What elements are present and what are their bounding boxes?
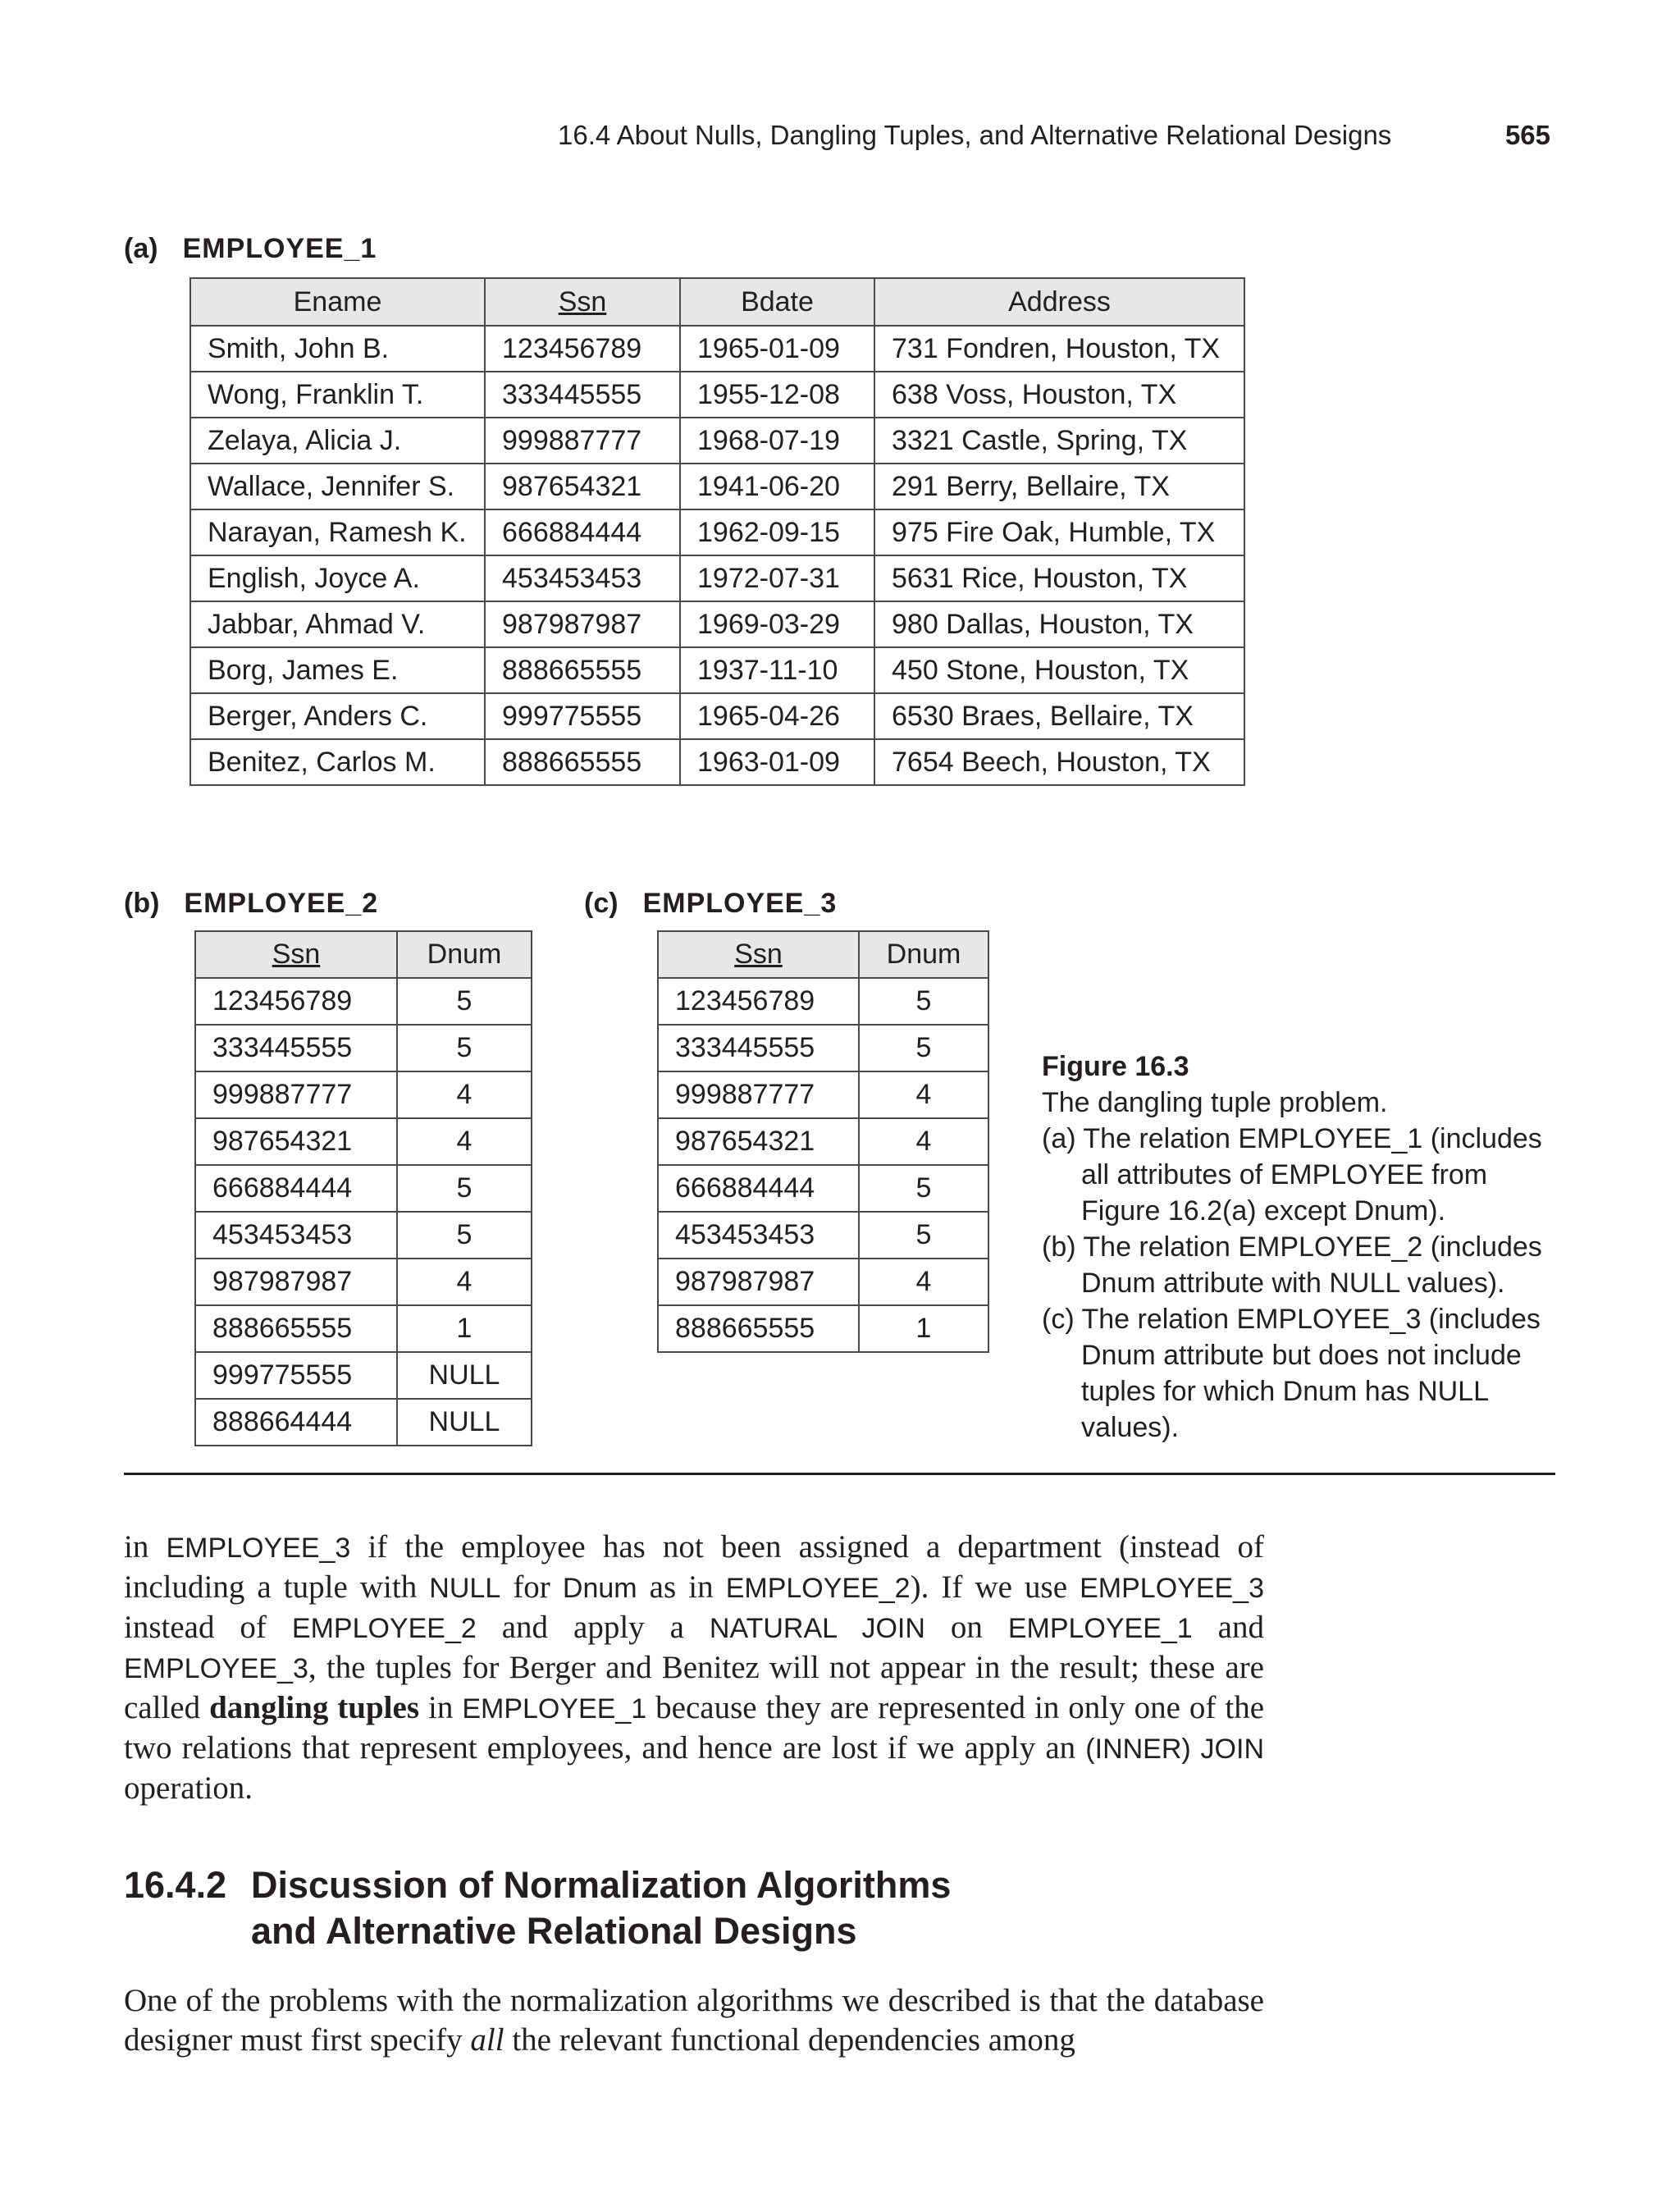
figure-caption-title: Figure 16.3 bbox=[1042, 1051, 1189, 1082]
text-run: operation. bbox=[124, 1770, 253, 1806]
table-row bbox=[190, 647, 1244, 693]
table-header-row bbox=[195, 931, 532, 978]
body-paragraph-normalization bbox=[124, 1981, 1264, 2060]
table-header-row bbox=[190, 278, 1244, 326]
relation-name: EMPLOYEE_3 bbox=[166, 1533, 351, 1564]
table-cell: 5 bbox=[397, 1212, 532, 1259]
table-row bbox=[195, 1305, 532, 1352]
table-cell: 888665555 bbox=[658, 1305, 859, 1352]
table-cell: 123456789 bbox=[658, 978, 859, 1025]
table-row bbox=[190, 372, 1244, 418]
table-row bbox=[658, 1212, 988, 1259]
table-cell: 5 bbox=[859, 978, 988, 1025]
table-cell: Narayan, Ramesh K. bbox=[190, 509, 485, 555]
table-cell: 4 bbox=[397, 1071, 532, 1118]
table-row bbox=[658, 1118, 988, 1165]
table-cell: 999775555 bbox=[195, 1352, 397, 1399]
figure-caption bbox=[1042, 1048, 1567, 1446]
table-row bbox=[658, 1165, 988, 1212]
employee-3-rows bbox=[658, 978, 988, 1352]
table-cell: Wallace, Jennifer S. bbox=[190, 464, 485, 509]
table-cell: 333445555 bbox=[485, 372, 680, 418]
table-cell: 453453453 bbox=[195, 1212, 397, 1259]
figure-caption-item-b: (b) The relation EMPLOYEE_2 (includes Dnum attribute with NULL values). bbox=[1042, 1231, 1542, 1299]
relation-name: EMPLOYEE_3 bbox=[1080, 1573, 1264, 1604]
table-cell: 5 bbox=[397, 1165, 532, 1212]
relation-name: EMPLOYEE_2 bbox=[291, 1613, 477, 1644]
table-cell: 987654321 bbox=[195, 1118, 397, 1165]
running-head bbox=[558, 120, 1550, 156]
table-cell: 1962-09-15 bbox=[680, 509, 874, 555]
column-header-bdate: Bdate bbox=[680, 278, 874, 326]
table-cell: 5 bbox=[859, 1025, 988, 1071]
running-head-title: 16.4 About Nulls, Dangling Tuples, and Alternative Relational Designs bbox=[558, 120, 1392, 150]
table-cell: 5 bbox=[397, 978, 532, 1025]
table-cell: 666884444 bbox=[195, 1165, 397, 1212]
emphasis: all bbox=[470, 2022, 504, 2058]
column-header-ename: Ename bbox=[190, 278, 485, 326]
text-run: for bbox=[500, 1569, 563, 1605]
employee-3-table bbox=[657, 930, 989, 1353]
table-row bbox=[195, 1352, 532, 1399]
table-cell: 999775555 bbox=[485, 693, 680, 739]
table-cell: 1955-12-08 bbox=[680, 372, 874, 418]
table-cell: 987987987 bbox=[658, 1259, 859, 1305]
table-cell: 999887777 bbox=[485, 418, 680, 464]
table-cell: 1965-04-26 bbox=[680, 693, 874, 739]
table-cell: 987987987 bbox=[485, 601, 680, 647]
body-paragraph-dangling-tuples bbox=[124, 1528, 1264, 1808]
panel-b-relation-name: EMPLOYEE_2 bbox=[184, 888, 379, 919]
bold-term: dangling tuples bbox=[209, 1690, 420, 1725]
employee-1-table bbox=[189, 277, 1245, 786]
keyword: NULL bbox=[429, 1573, 501, 1604]
text-run: One of the problems with the normalization algorithms we described is that the database designer must first specify bbox=[124, 1983, 1264, 2058]
table-row bbox=[190, 555, 1244, 601]
table-header-row bbox=[658, 931, 988, 978]
table-row bbox=[195, 1071, 532, 1118]
table-cell: 4 bbox=[859, 1118, 988, 1165]
text-run: and bbox=[1192, 1610, 1264, 1645]
panel-a-label bbox=[124, 233, 377, 265]
table-cell: 1969-03-29 bbox=[680, 601, 874, 647]
table-row bbox=[195, 1399, 532, 1446]
table-row bbox=[195, 1025, 532, 1071]
relation-name: EMPLOYEE_3 bbox=[124, 1653, 308, 1684]
table-cell: 4 bbox=[397, 1118, 532, 1165]
table-cell: Zelaya, Alicia J. bbox=[190, 418, 485, 464]
panel-a-letter: (a) bbox=[124, 233, 158, 264]
table-cell: 666884444 bbox=[658, 1165, 859, 1212]
column-header-ssn-key: Ssn bbox=[485, 278, 680, 326]
table-cell: 1 bbox=[397, 1305, 532, 1352]
table-cell: 888665555 bbox=[485, 739, 680, 785]
column-header-dnum: Dnum bbox=[859, 931, 988, 978]
figure-caption-item-a: (a) The relation EMPLOYEE_1 (includes all attributes of EMPLOYEE from Figure 16.2(a) except Dnum). bbox=[1042, 1123, 1542, 1227]
text-run: in bbox=[124, 1529, 167, 1565]
table-row bbox=[190, 418, 1244, 464]
table-cell: 123456789 bbox=[485, 326, 680, 372]
relation-name: EMPLOYEE_1 bbox=[462, 1693, 647, 1725]
table-cell: 888665555 bbox=[485, 647, 680, 693]
column-header-dnum: Dnum bbox=[397, 931, 532, 978]
text-run: because they are represented in only one of the two relations that represent employees, and hence are lost if we apply an bbox=[124, 1690, 1265, 1766]
table-cell: 6530 Braes, Bellaire, TX bbox=[874, 693, 1244, 739]
panel-c-label bbox=[584, 888, 837, 920]
table-cell: 4 bbox=[859, 1071, 988, 1118]
table-cell: 638 Voss, Houston, TX bbox=[874, 372, 1244, 418]
text-run: instead of bbox=[124, 1610, 292, 1645]
column-header-address: Address bbox=[874, 278, 1244, 326]
table-cell: NULL bbox=[397, 1352, 532, 1399]
panel-c-relation-name: EMPLOYEE_3 bbox=[642, 888, 838, 919]
text-run: and apply a bbox=[476, 1610, 710, 1645]
table-row bbox=[190, 693, 1244, 739]
table-cell: 5 bbox=[859, 1212, 988, 1259]
table-row bbox=[190, 509, 1244, 555]
table-cell: 291 Berry, Bellaire, TX bbox=[874, 464, 1244, 509]
figure-caption-item-c: (c) The relation EMPLOYEE_3 (includes Dnum attribute but does not include tuples for which Dnum has NULL values). bbox=[1042, 1304, 1541, 1443]
table-row bbox=[190, 601, 1244, 647]
table-cell: 5 bbox=[859, 1165, 988, 1212]
relation-name: EMPLOYEE_2 bbox=[725, 1573, 911, 1604]
table-cell: English, Joyce A. bbox=[190, 555, 485, 601]
section-heading bbox=[124, 1862, 951, 1954]
table-cell: Benitez, Carlos M. bbox=[190, 739, 485, 785]
text-run: on bbox=[924, 1610, 1008, 1645]
panel-b-letter: (b) bbox=[124, 888, 160, 919]
table-cell: 1941-06-20 bbox=[680, 464, 874, 509]
table-row bbox=[658, 978, 988, 1025]
table-cell: 987654321 bbox=[485, 464, 680, 509]
column-header-ssn-key: Ssn bbox=[658, 931, 859, 978]
table-cell: 7654 Beech, Houston, TX bbox=[874, 739, 1244, 785]
table-row bbox=[195, 1118, 532, 1165]
table-row bbox=[190, 326, 1244, 372]
panel-b-label bbox=[124, 888, 378, 920]
text-run: ). If we use bbox=[910, 1569, 1080, 1605]
table-cell: 1965-01-09 bbox=[680, 326, 874, 372]
keyword: NATURAL JOIN bbox=[709, 1613, 925, 1644]
table-row bbox=[658, 1025, 988, 1071]
table-row bbox=[195, 1212, 532, 1259]
panel-a-relation-name: EMPLOYEE_1 bbox=[182, 233, 377, 264]
table-cell: 3321 Castle, Spring, TX bbox=[874, 418, 1244, 464]
table-cell: 450 Stone, Houston, TX bbox=[874, 647, 1244, 693]
table-cell: 888664444 bbox=[195, 1399, 397, 1446]
table-row bbox=[195, 1259, 532, 1305]
table-cell: 5 bbox=[397, 1025, 532, 1071]
text-run: as in bbox=[637, 1569, 726, 1605]
table-cell: NULL bbox=[397, 1399, 532, 1446]
table-row bbox=[658, 1071, 988, 1118]
column-header-ssn-key: Ssn bbox=[195, 931, 397, 978]
relation-name: EMPLOYEE_1 bbox=[1007, 1613, 1193, 1644]
table-cell: 1972-07-31 bbox=[680, 555, 874, 601]
section-title-line-2: and Alternative Relational Designs bbox=[251, 1910, 857, 1952]
table-cell: Berger, Anders C. bbox=[190, 693, 485, 739]
table-cell: 975 Fire Oak, Humble, TX bbox=[874, 509, 1244, 555]
table-cell: 1963-01-09 bbox=[680, 739, 874, 785]
text-run: in bbox=[419, 1690, 463, 1725]
employee-1-rows bbox=[190, 326, 1244, 785]
table-cell: 1968-07-19 bbox=[680, 418, 874, 464]
table-row bbox=[190, 739, 1244, 785]
table-cell: 4 bbox=[397, 1259, 532, 1305]
table-cell: 999887777 bbox=[195, 1071, 397, 1118]
table-cell: 1937-11-10 bbox=[680, 647, 874, 693]
attribute-name: Dnum bbox=[562, 1573, 637, 1604]
table-cell: 1 bbox=[859, 1305, 988, 1352]
section-number: 16.4.2 bbox=[124, 1864, 227, 1906]
table-row bbox=[195, 1165, 532, 1212]
table-cell: 987654321 bbox=[658, 1118, 859, 1165]
table-cell: Jabbar, Ahmad V. bbox=[190, 601, 485, 647]
table-cell: 453453453 bbox=[485, 555, 680, 601]
table-cell: 888665555 bbox=[195, 1305, 397, 1352]
panel-c-letter: (c) bbox=[584, 888, 619, 919]
table-row bbox=[658, 1305, 988, 1352]
table-cell: 123456789 bbox=[195, 978, 397, 1025]
section-title-line-1: Discussion of Normalization Algorithms bbox=[251, 1864, 952, 1906]
table-cell: 999887777 bbox=[658, 1071, 859, 1118]
table-row bbox=[190, 464, 1244, 509]
table-cell: Smith, John B. bbox=[190, 326, 485, 372]
table-cell: 333445555 bbox=[658, 1025, 859, 1071]
table-cell: 987987987 bbox=[195, 1259, 397, 1305]
text-run: , the tuples for Berger and Benitez will not appear in the result; these are called bbox=[124, 1650, 1264, 1725]
table-cell: 980 Dallas, Houston, TX bbox=[874, 601, 1244, 647]
page-number: 565 bbox=[1504, 120, 1550, 150]
figure-divider-rule bbox=[124, 1473, 1555, 1475]
table-cell: 5631 Rice, Houston, TX bbox=[874, 555, 1244, 601]
table-row bbox=[658, 1259, 988, 1305]
text-run: if the employee has not been assigned a department (instead of including a tuple with bbox=[124, 1529, 1265, 1605]
table-cell: 666884444 bbox=[485, 509, 680, 555]
table-cell: 453453453 bbox=[658, 1212, 859, 1259]
text-run: the relevant functional dependencies among bbox=[504, 2022, 1075, 2058]
table-cell: Borg, James E. bbox=[190, 647, 485, 693]
keyword: (INNER) JOIN bbox=[1085, 1734, 1264, 1765]
table-row bbox=[195, 978, 532, 1025]
employee-2-table bbox=[194, 930, 532, 1446]
table-cell: 4 bbox=[859, 1259, 988, 1305]
table-cell: 731 Fondren, Houston, TX bbox=[874, 326, 1244, 372]
table-cell: 333445555 bbox=[195, 1025, 397, 1071]
employee-2-rows bbox=[195, 978, 532, 1446]
figure-caption-subtitle: The dangling tuple problem. bbox=[1042, 1087, 1388, 1118]
table-cell: Wong, Franklin T. bbox=[190, 372, 485, 418]
